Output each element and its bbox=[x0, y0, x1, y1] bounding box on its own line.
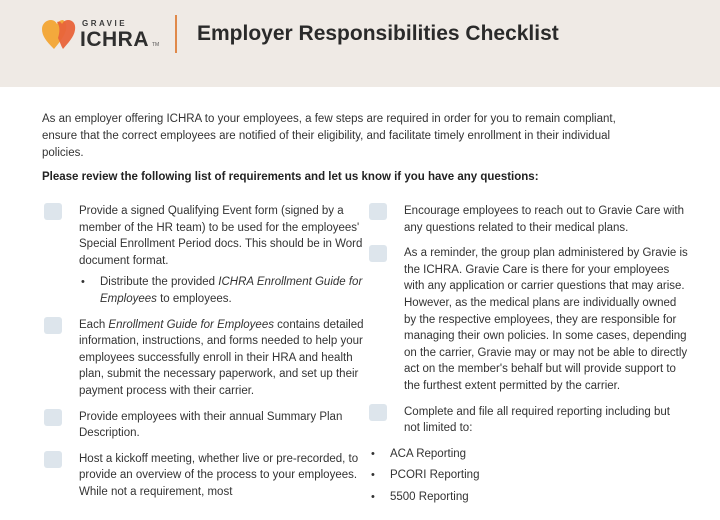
logo-trademark: TM bbox=[152, 42, 160, 48]
bullet-icon: • bbox=[81, 276, 85, 289]
bullet-icon: • bbox=[371, 490, 375, 503]
list-item: • ACA Reporting bbox=[369, 446, 689, 463]
checkbox[interactable] bbox=[44, 451, 62, 468]
checklist-item-text: Provide a signed Qualifying Event form (signed by a member of the HR team) to be used for the employees' Special Enrollment Period docs. This should be in Word document format. bbox=[79, 205, 363, 267]
checklist-item-text: Encourage employees to reach out to Gravie Care with any questions related to their medical plans. bbox=[404, 205, 684, 234]
instruction-text: Please review the following list of requirements and let us know if you have any questions: bbox=[42, 171, 539, 183]
page-title: Employer Responsibilities Checklist bbox=[197, 22, 559, 45]
checkbox[interactable] bbox=[44, 409, 62, 426]
checklist-item bbox=[44, 451, 364, 501]
heart-logo-icon bbox=[42, 20, 78, 50]
checklist-item-text: Host a kickoff meeting, whether live or pre-recorded, to provide an overview of the process to your employees. While not a requirement, most bbox=[79, 452, 359, 498]
checkbox[interactable] bbox=[369, 404, 387, 421]
checklist-item-text: Provide employees with their annual Summary Plan Description. bbox=[79, 410, 343, 440]
sub-list-item: • Distribute the provided ICHRA Enrollment Guide for Employees to employees. bbox=[81, 276, 363, 305]
checkbox[interactable] bbox=[44, 317, 62, 334]
checklist-item bbox=[44, 409, 364, 442]
checklist-item bbox=[44, 203, 364, 308]
checklist-item bbox=[44, 317, 364, 400]
header-divider bbox=[175, 15, 177, 53]
page-header bbox=[0, 0, 720, 87]
logo-wordmark-main: ICHRA bbox=[80, 28, 149, 51]
checklist-item-text: As a reminder, the group plan administered by Gravie is the ICHRA. Gravie Care is there for your employees with any application or carrier questions that may arise. However, as the medical plans are individually owned by the respective employees, they are responsible for managing their own policies. In some cases, depending on the carrier, Gravie may or may not be able to directly act on the member's behalf but will provide support to the furthest extent permitted by the carrier. bbox=[404, 247, 688, 392]
sub-list bbox=[79, 274, 364, 307]
list-item: • 5500 Reporting bbox=[369, 489, 689, 506]
checklist-item bbox=[369, 245, 689, 394]
checklist-item-text: Each Enrollment Guide for Employees contains detailed information, instructions, and forms needed to help your employees successfully enroll in their HRA and health plan, submit the necessary paperwork, and set up their payment process with their carrier. bbox=[79, 318, 364, 397]
checklist-item bbox=[369, 203, 689, 236]
checkbox[interactable] bbox=[369, 245, 387, 262]
bullet-icon: • bbox=[371, 469, 375, 482]
checkbox[interactable] bbox=[44, 203, 62, 220]
checkbox[interactable] bbox=[369, 203, 387, 220]
list-item: • PCORI Reporting bbox=[369, 467, 689, 484]
reporting-list bbox=[369, 446, 689, 506]
checklist-left-column bbox=[44, 203, 364, 510]
bullet-icon: • bbox=[371, 447, 375, 460]
gravie-ichra-logo bbox=[42, 18, 162, 58]
intro-paragraph: As an employer offering ICHRA to your employees, a few steps are required in order for you to remain compliant, ensure that the correct employees are notified of their eligibility, and facilitate timely enrollment in their individual policies. bbox=[42, 113, 616, 159]
checklist-item-text: Complete and file all required reporting including but not limited to: bbox=[404, 405, 670, 435]
checklist-right-column bbox=[369, 203, 689, 511]
checklist-item bbox=[369, 404, 689, 437]
logo-wordmark-top: GRAVIE bbox=[82, 19, 128, 28]
